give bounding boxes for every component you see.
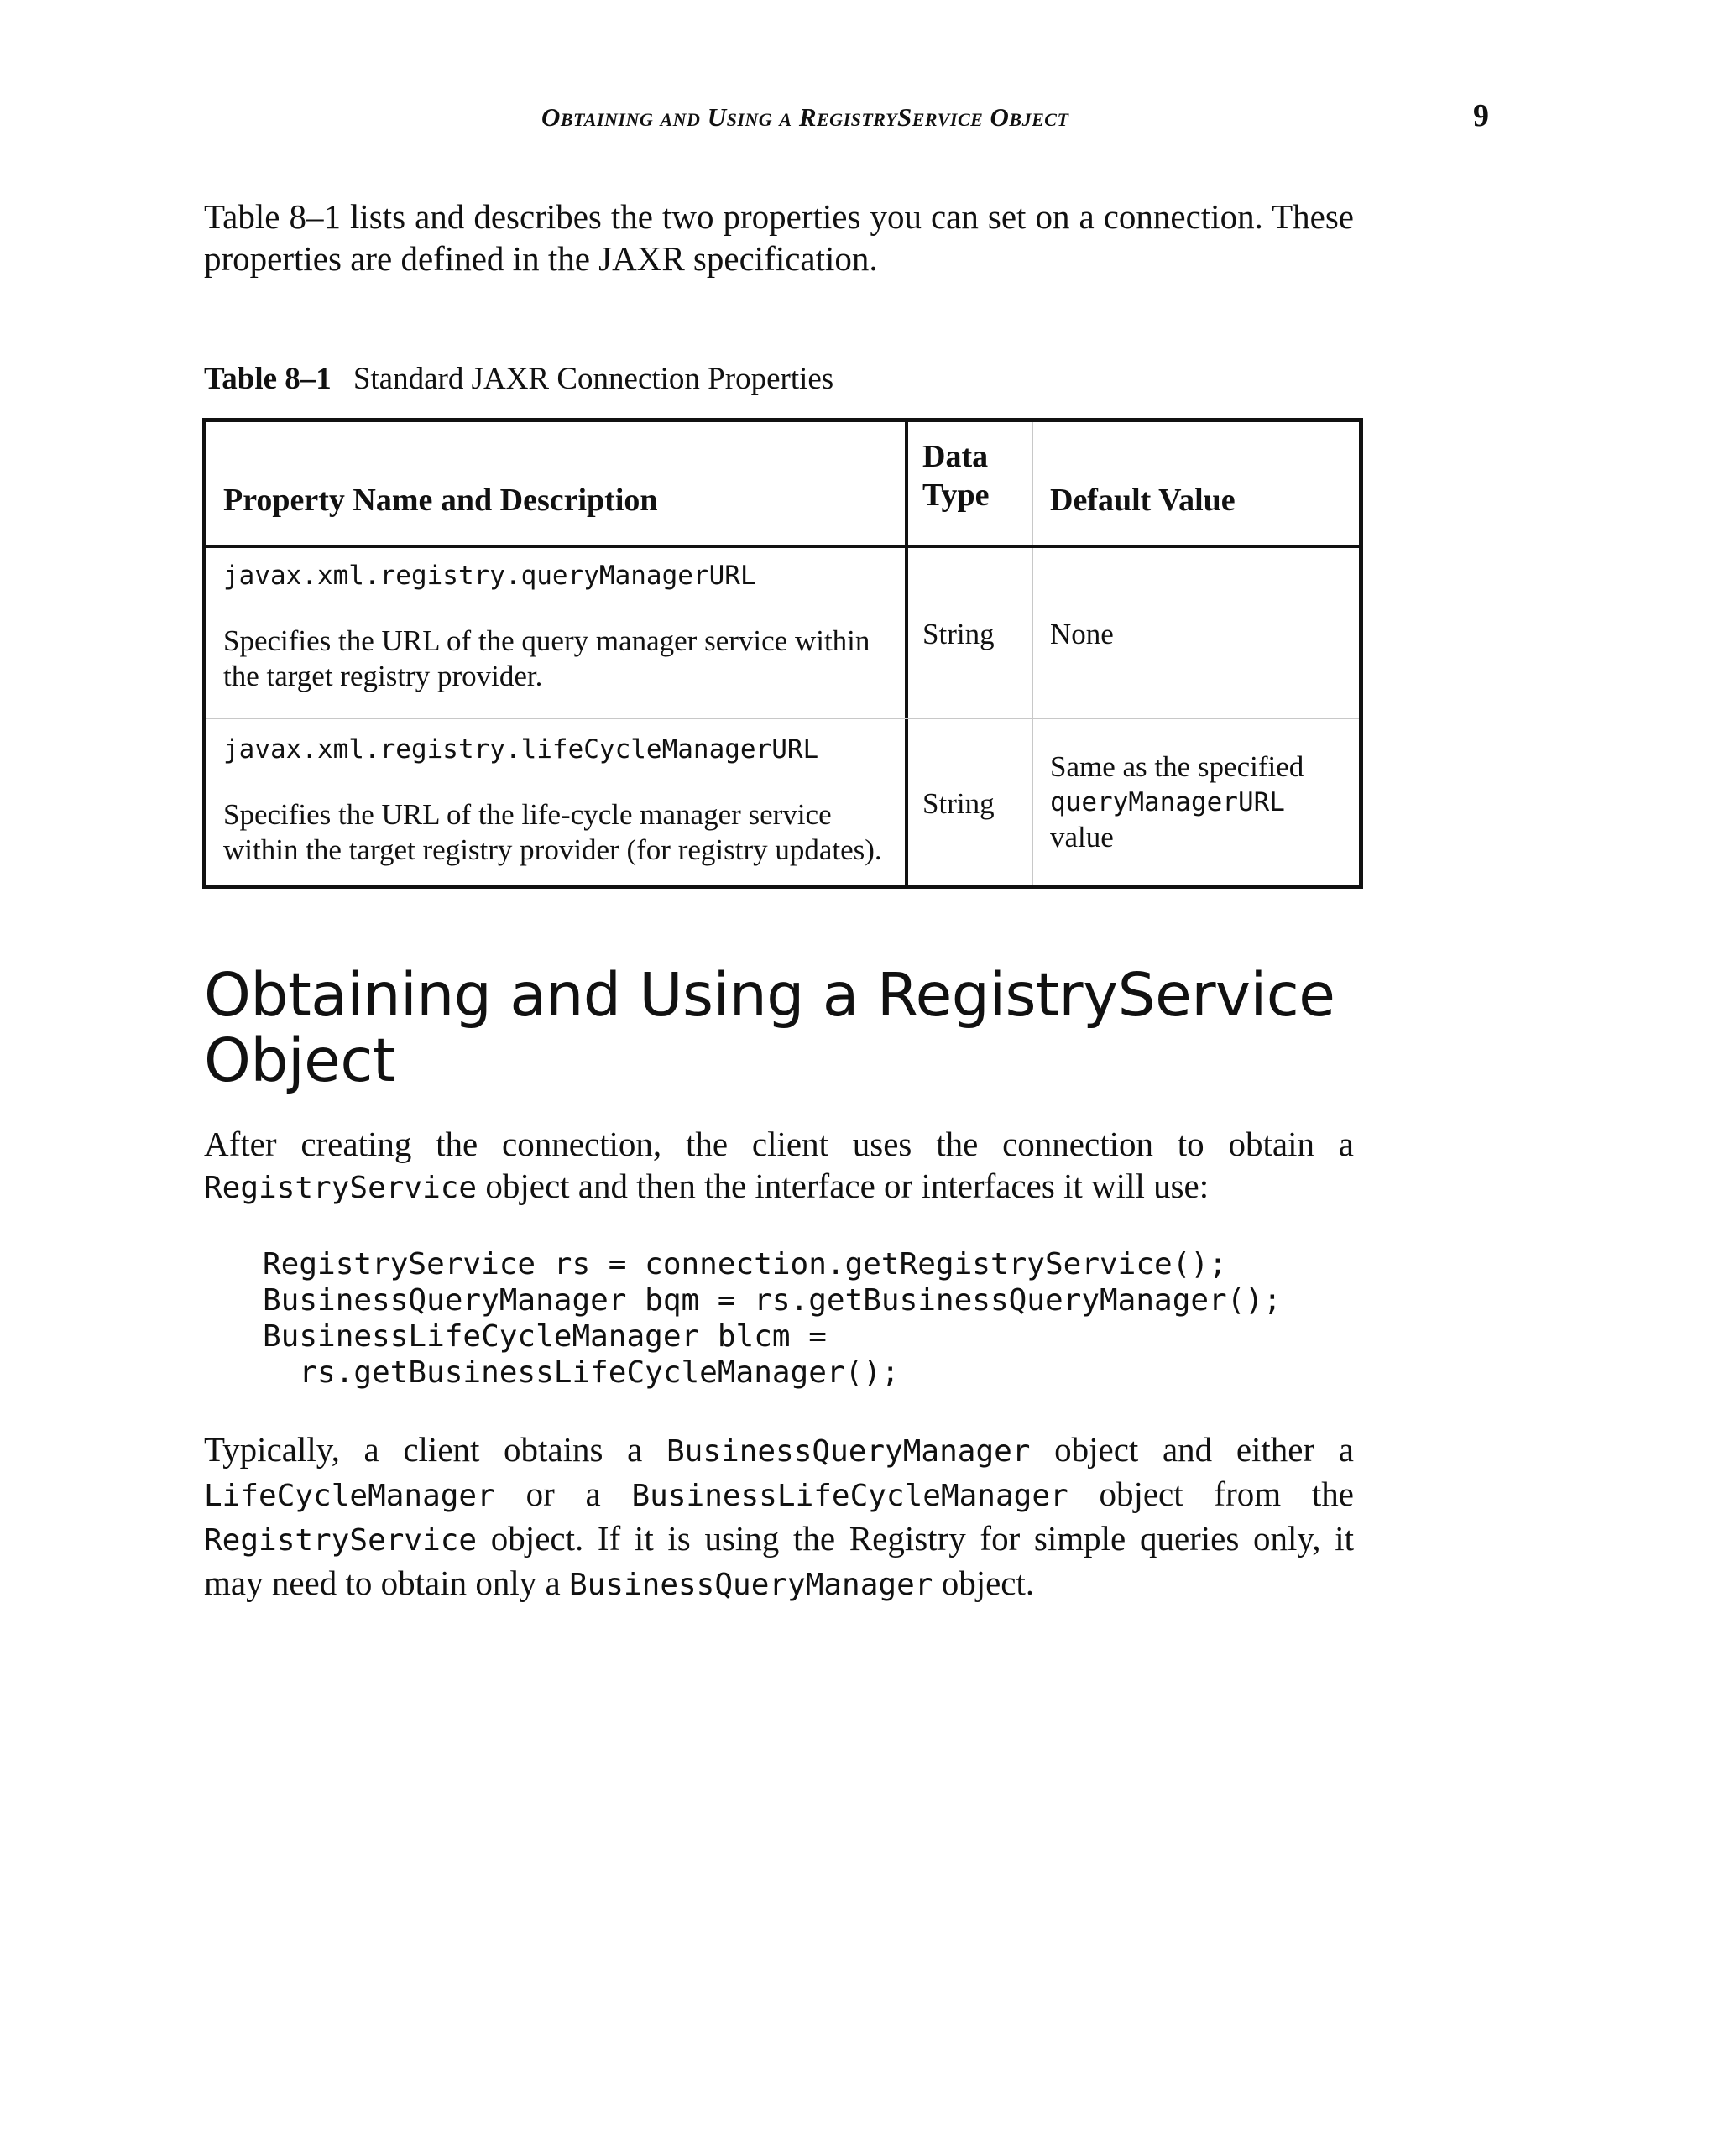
inline-code: BusinessQueryManager <box>666 1434 1031 1469</box>
property-description: Specifies the URL of the query manager service within the target registry provider. <box>223 624 870 692</box>
default-value-cell <box>1050 749 1352 855</box>
page-number: 9 <box>1473 98 1489 133</box>
default-value-code: queryManagerURL <box>1050 787 1285 817</box>
paragraph-text: or a <box>494 1475 632 1513</box>
connection-properties-table <box>202 418 1363 889</box>
inline-code: BusinessLifeCycleManager <box>631 1479 1068 1513</box>
paragraph-text: object and either a <box>1030 1430 1354 1469</box>
column-header-default-value: Default Value <box>1050 483 1236 518</box>
paragraph-text: After creating the connection, the client uses the connection to obtain a <box>204 1125 1354 1163</box>
table-row <box>223 559 895 694</box>
inline-code: RegistryService <box>204 1523 478 1558</box>
property-name: javax.xml.registry.queryManagerURL <box>223 561 756 591</box>
default-value-text: Same as the specified <box>1050 750 1304 783</box>
column-header-property: Property Name and Description <box>223 483 658 518</box>
default-value-text: value <box>1050 821 1114 854</box>
paragraph-text: object. <box>933 1563 1035 1602</box>
default-value-cell: None <box>1050 618 1114 650</box>
column-header-data-type-line2: Type <box>922 478 990 513</box>
inline-code: BusinessQueryManager <box>568 1568 933 1602</box>
paragraph-text: object. If it is using the Registry for simple queries only, it may need to obtain only a <box>204 1519 1354 1602</box>
running-header: Obtaining and Using a RegistryService Object <box>541 102 1069 132</box>
inline-code: LifeCycleManager <box>204 1479 495 1513</box>
paragraph-text: object and then the interface or interfaces it will use: <box>477 1167 1210 1205</box>
section-heading: Obtaining and Using a RegistryService Object <box>204 960 1335 1095</box>
column-divider-light <box>1032 422 1033 885</box>
section-paragraph <box>204 1123 1354 1209</box>
section-paragraph <box>204 1428 1354 1606</box>
row-divider <box>206 718 1359 719</box>
intro-paragraph: Table 8–1 lists and describes the two properties you can set on a connection. These properties are defined in the JAXR specification. <box>204 197 1354 278</box>
table-caption <box>204 361 833 397</box>
property-name: javax.xml.registry.lifeCycleManagerURL <box>223 734 819 765</box>
table-caption-title: Standard JAXR Connection Properties <box>353 362 834 396</box>
column-header-data-type <box>922 437 990 514</box>
data-type-cell: String <box>922 787 995 820</box>
data-type-cell: String <box>922 618 995 650</box>
column-header-data-type-line1: Data <box>922 439 989 474</box>
code-block: RegistryService rs = connection.getRegistryService(); BusinessQueryManager bqm = rs.getBusinessQueryManager(); BusinessLifeCycleManager blcm = rs.getBusinessLifeCycleManager(); <box>263 1247 1282 1390</box>
paragraph-text: object from the <box>1068 1475 1354 1513</box>
table-row <box>223 733 912 868</box>
property-description: Specifies the URL of the life-cycle manager service within the target registry provider (for registry updates). <box>223 798 882 866</box>
table-caption-label: Table 8–1 <box>204 362 332 396</box>
inline-code: RegistryService <box>204 1171 478 1205</box>
paragraph-text: Typically, a client obtains a <box>204 1430 666 1469</box>
header-row-divider <box>206 545 1359 548</box>
